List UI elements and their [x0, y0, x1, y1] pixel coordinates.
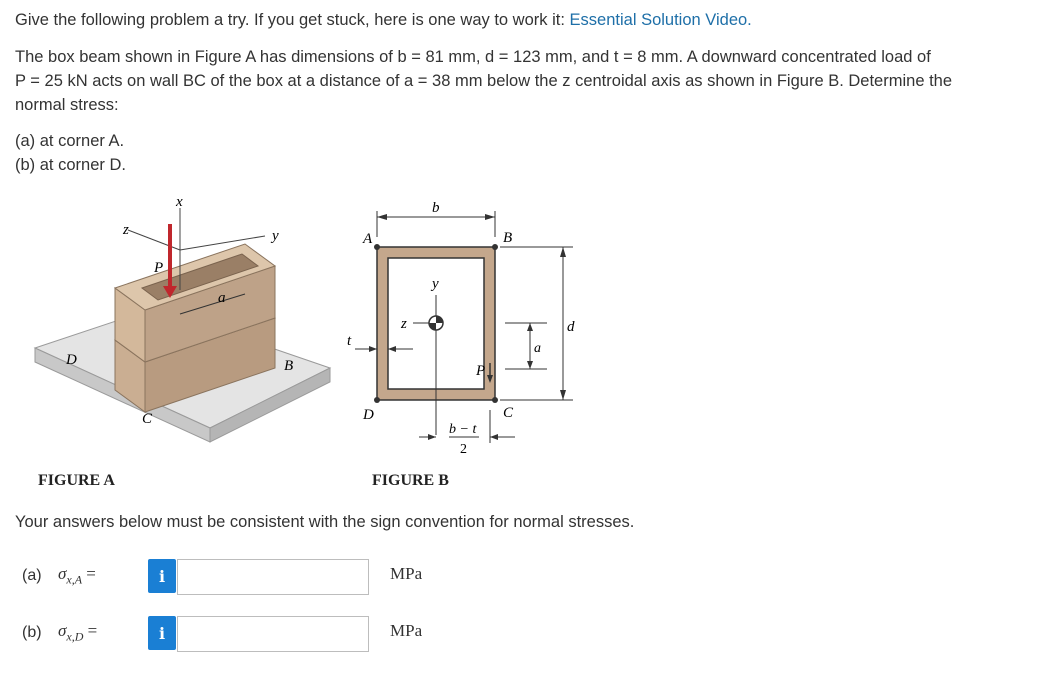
dimension-t-arrow-left [369, 346, 377, 352]
answer-b-equals: = [87, 621, 98, 641]
answer-a-sigma: σ [58, 564, 67, 584]
label-a-dim: a [534, 341, 541, 356]
label-a: a [218, 290, 226, 306]
answer-b-info-button[interactable]: i [148, 616, 176, 650]
figure-b-cross-section [335, 195, 595, 465]
label-fraction-numerator: b − t [449, 422, 477, 437]
label-d: D [66, 352, 77, 368]
dimension-a-arrow-bottom [527, 361, 533, 369]
dimension-d-arrow-top [560, 247, 566, 257]
z-axis-line [128, 230, 180, 250]
figure-b-caption: FIGURE B [372, 472, 449, 489]
sign-convention-note: Your answers below must be consistent with the sign convention for normal stresses. [15, 513, 635, 531]
answer-a-info-button[interactable]: i [148, 559, 176, 593]
label-b: b [432, 200, 440, 216]
answer-a-symbol [58, 564, 146, 587]
solution-video-link[interactable]: Essential Solution Video. [569, 11, 752, 29]
label-z: z [401, 316, 407, 332]
answer-b-input[interactable] [177, 616, 369, 652]
corner-b-dot [492, 244, 498, 250]
answer-a-subscript: x,A [66, 572, 83, 587]
dimension-a-arrow-top [527, 323, 533, 331]
dimension-b-arrow-right [485, 214, 495, 220]
part-b-prompt: (b) at corner D. [15, 156, 126, 174]
label-p: P [476, 363, 486, 379]
answer-row-b [22, 615, 146, 651]
label-d-corner: D [363, 407, 374, 423]
answer-a-unit: MPa [390, 564, 423, 583]
answer-b-unit: MPa [390, 621, 423, 640]
answer-a-part-label: (a) [22, 567, 42, 584]
intro-text: Give the following problem a try. If you get stuck, here is one way to work it: [15, 11, 570, 29]
corner-a-dot [374, 244, 380, 250]
label-z: z [123, 222, 129, 238]
answer-a-equals: = [86, 564, 96, 584]
intro-line [15, 8, 752, 32]
label-c-corner: C [503, 405, 514, 421]
label-y: y [272, 228, 279, 244]
label-fraction-denominator: 2 [460, 442, 467, 457]
corner-d-dot [374, 397, 380, 403]
label-x: x [176, 194, 183, 210]
figure-a-box-beam [30, 190, 340, 465]
label-y: y [432, 276, 439, 292]
figure-a-caption: FIGURE A [38, 472, 115, 489]
part-a-prompt: (a) at corner A. [15, 132, 125, 150]
problem-line-3: normal stress: [15, 96, 119, 114]
answer-b-sigma: σ [58, 621, 67, 641]
y-axis-line [180, 236, 265, 250]
answer-row-a [22, 558, 146, 594]
corner-c-dot [492, 397, 498, 403]
label-b-corner: B [503, 230, 513, 246]
label-a-corner: A [363, 231, 373, 247]
dimension-b-arrow-left [377, 214, 387, 220]
problem-line-2: P = 25 kN acts on wall BC of the box at a distance of a = 38 mm below the z centroidal axis as shown in Figure B. Determine the [15, 72, 953, 90]
label-t: t [347, 333, 352, 349]
label-c: C [142, 411, 153, 427]
label-b: B [284, 358, 294, 374]
answer-b-subscript: x,D [66, 629, 84, 644]
label-p: P [154, 260, 164, 276]
dimension-bt-arrow-left [428, 434, 436, 440]
problem-line-1: The box beam shown in Figure A has dimensions of b = 81 mm, d = 123 mm, and t = 8 mm. A downward concentrated load of [15, 48, 931, 66]
dimension-d-arrow-bottom [560, 390, 566, 400]
label-d: d [567, 319, 575, 335]
answer-b-symbol [58, 621, 146, 644]
answer-b-part-label: (b) [22, 624, 42, 641]
answer-a-input[interactable] [177, 559, 369, 595]
dimension-bt-arrow-right [490, 434, 498, 440]
